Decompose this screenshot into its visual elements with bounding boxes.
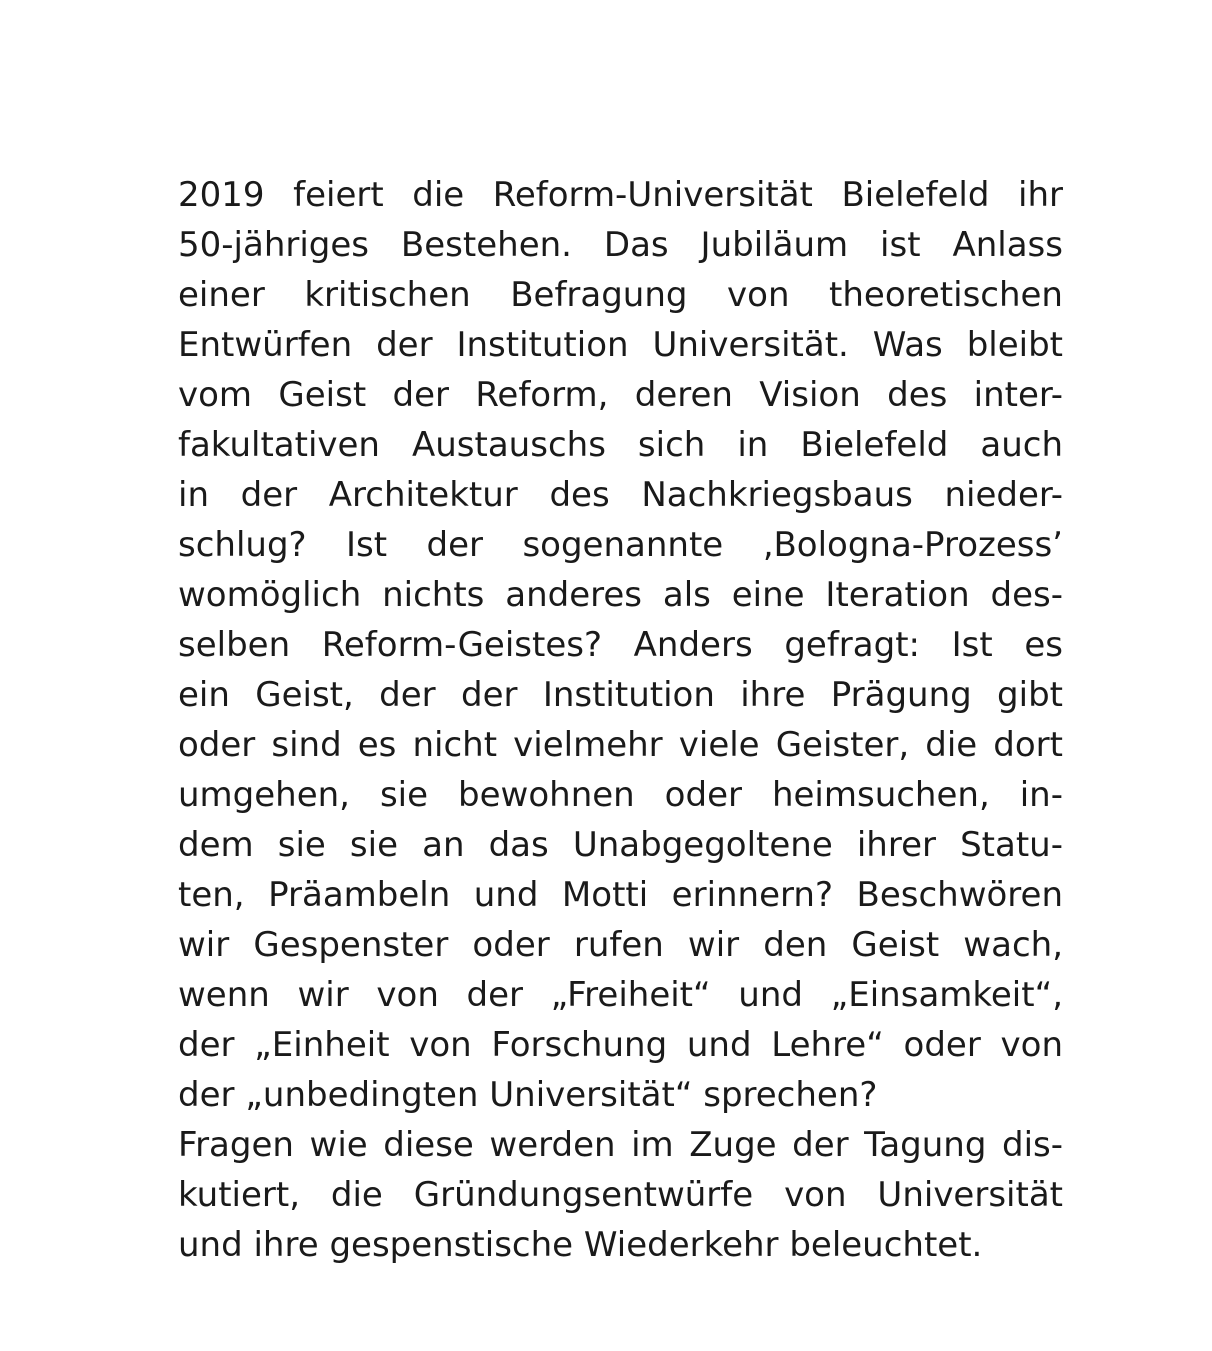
text-line: ein Geist, der der Institution ihre Prägung gibt bbox=[178, 675, 1063, 715]
text-line: ten, Präambeln und Motti erinnern? Beschwören bbox=[178, 875, 1063, 915]
text-line: wir Gespenster oder rufen wir den Geist wach, bbox=[178, 925, 1063, 965]
text-line: kutiert, die Gründungsentwürfe von Universität bbox=[178, 1175, 1063, 1215]
text-line: 2019 feiert die Reform-Universität Bielefeld ihr bbox=[178, 175, 1063, 215]
text-line: der „Einheit von Forschung und Lehre“ oder von bbox=[178, 1025, 1063, 1065]
text-line: oder sind es nicht vielmehr viele Geister, die dort bbox=[178, 725, 1063, 765]
text-line: umgehen, sie bewohnen oder heimsuchen, in- bbox=[178, 775, 1063, 815]
text-line: selben Reform-Geistes? Anders gefragt: Ist es bbox=[178, 625, 1063, 665]
paragraph-2 bbox=[178, 1120, 1063, 1270]
text-line: Fragen wie diese werden im Zuge der Tagung dis- bbox=[178, 1125, 1063, 1165]
paragraph-1 bbox=[178, 170, 1063, 1120]
text-line: wenn wir von der „Freiheit“ und „Einsamkeit“, bbox=[178, 975, 1063, 1015]
text-line: Entwürfen der Institution Universität. Was bleibt bbox=[178, 325, 1063, 365]
text-line: schlug? Ist der sogenannte ‚Bologna-Prozess’ bbox=[178, 525, 1063, 565]
text-line: in der Architektur des Nachkriegsbaus nieder- bbox=[178, 475, 1063, 515]
text-line: 50-jähriges Bestehen. Das Jubiläum ist Anlass bbox=[178, 225, 1063, 265]
text-line: vom Geist der Reform, deren Vision des inter- bbox=[178, 375, 1063, 415]
text-line: fakultativen Austauschs sich in Bielefeld auch bbox=[178, 425, 1063, 465]
text-line: der „unbedingten Universität“ sprechen? bbox=[178, 1075, 878, 1115]
text-line: womöglich nichts anderes als eine Iteration des- bbox=[178, 575, 1063, 615]
body-text bbox=[178, 170, 1063, 1270]
text-line: und ihre gespenstische Wiederkehr beleuchtet. bbox=[178, 1225, 983, 1265]
text-line: dem sie sie an das Unabgegoltene ihrer Statu- bbox=[178, 825, 1063, 865]
text-line: einer kritischen Befragung von theoretischen bbox=[178, 275, 1063, 315]
